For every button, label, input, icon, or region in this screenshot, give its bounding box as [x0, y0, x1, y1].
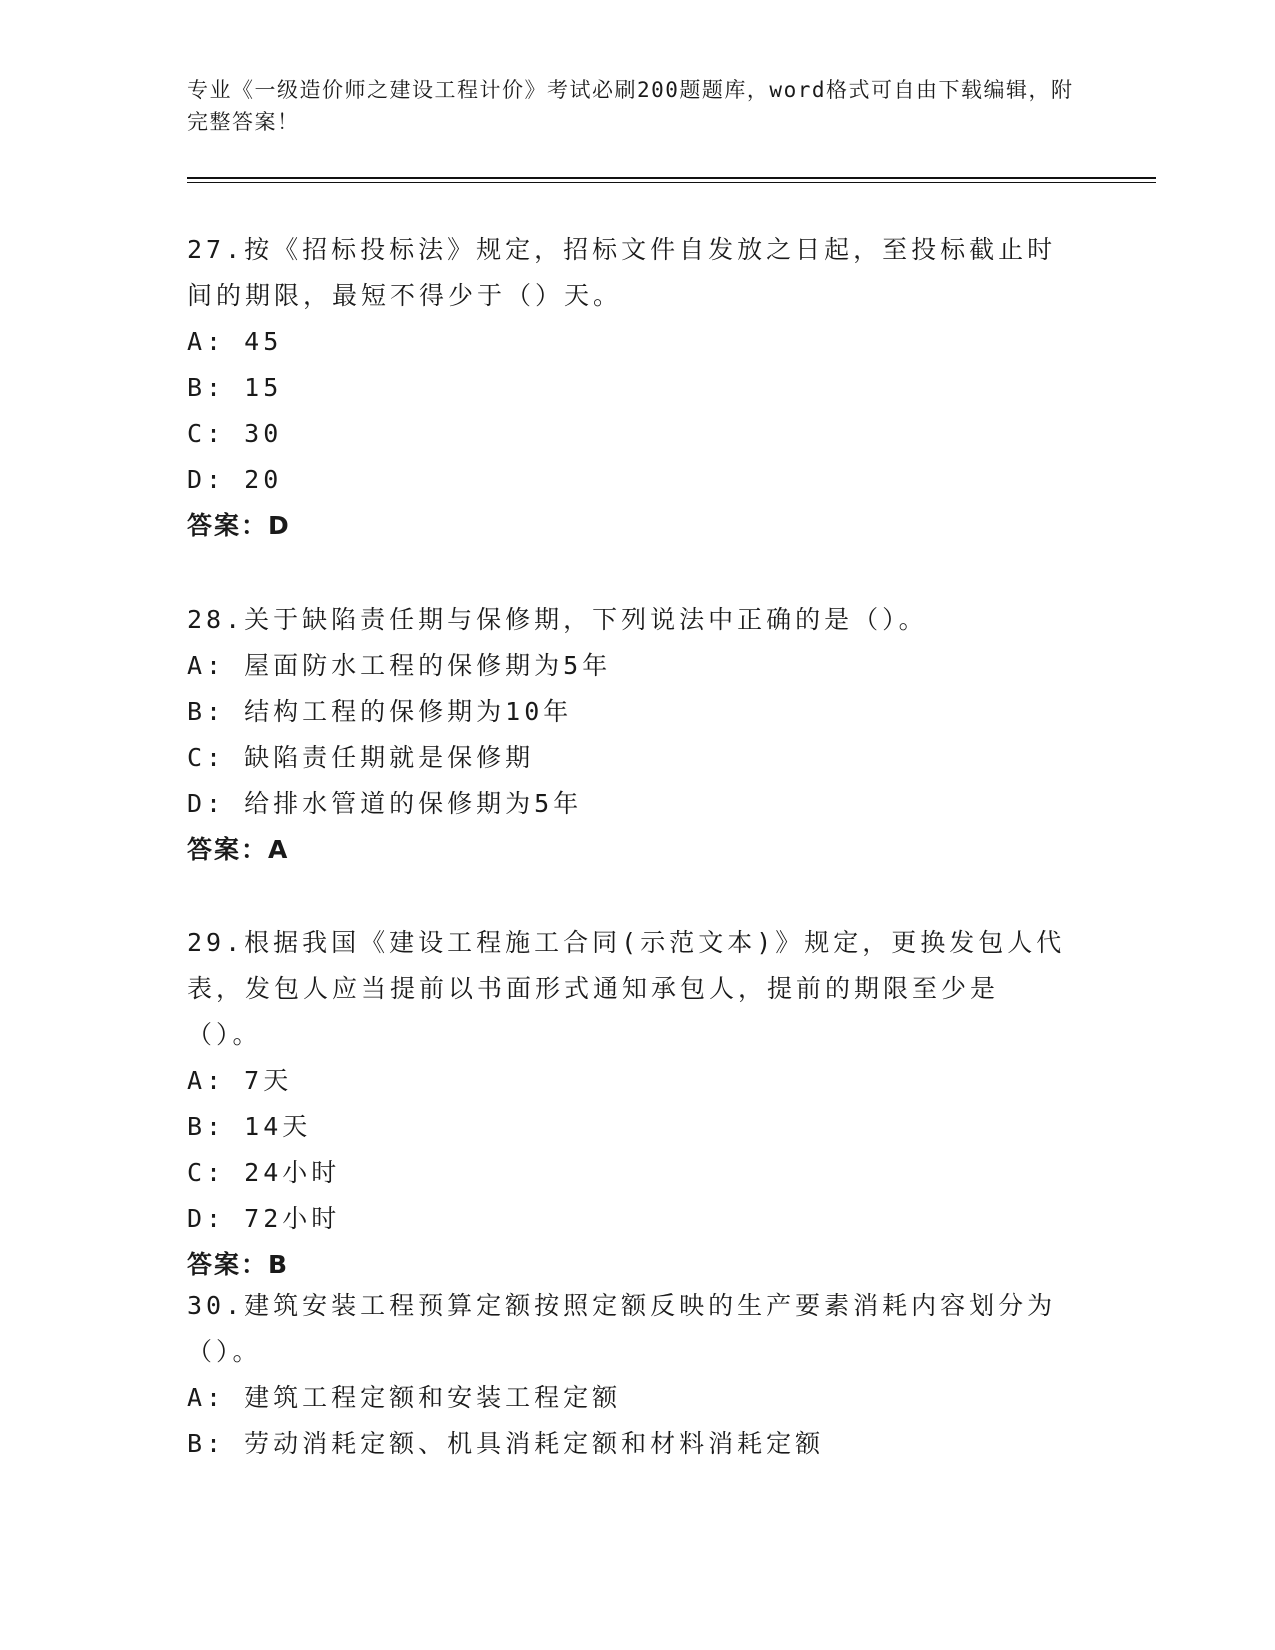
question-stem: 29.根据我国《建设工程施工合同(示范文本)》规定，更换发包人代表，发包人应当提前以书面形式通知承包人，提前的期限至少是（）。 [187, 928, 1066, 1049]
option-b: B: 15 [187, 373, 283, 402]
question-28 [187, 597, 1067, 873]
document-header: 专业《一级造价师之建设工程计价》考试必刷200题题库，word格式可自由下载编辑，附完整答案！ [187, 78, 1074, 134]
option-c: C: 30 [187, 419, 283, 448]
option-d: D: 给排水管道的保修期为5年 [187, 789, 583, 818]
question-stem: 28.关于缺陷责任期与保修期，下列说法中正确的是（）。 [187, 605, 928, 634]
option-b: B: 结构工程的保修期为10年 [187, 697, 573, 726]
option-a: A: 45 [187, 327, 283, 356]
option-a: A: 屋面防水工程的保修期为5年 [187, 651, 612, 680]
option-c: C: 24小时 [187, 1158, 341, 1187]
option-b: B: 14天 [187, 1112, 312, 1141]
header-divider-thick [187, 177, 1156, 179]
option-d: D: 20 [187, 465, 283, 494]
option-a: A: 建筑工程定额和安装工程定额 [187, 1383, 622, 1412]
answer: 答案：B [187, 1250, 290, 1279]
question-stem: 27.按《招标投标法》规定，招标文件自发放之日起，至投标截止时间的期限，最短不得少于（）天。 [187, 235, 1057, 310]
option-c: C: 缺陷责任期就是保修期 [187, 743, 535, 772]
option-d: D: 72小时 [187, 1204, 341, 1233]
question-stem: 30.建筑安装工程预算定额按照定额反映的生产要素消耗内容划分为（）。 [187, 1291, 1057, 1366]
question-30 [187, 1283, 1067, 1467]
header-divider-thin [187, 182, 1156, 183]
question-29 [187, 920, 1067, 1288]
answer: 答案：A [187, 835, 290, 864]
option-a: A: 7天 [187, 1066, 293, 1095]
answer: 答案：D [187, 511, 291, 540]
option-b: B: 劳动消耗定额、机具消耗定额和材料消耗定额 [187, 1429, 825, 1458]
question-27 [187, 227, 1067, 549]
